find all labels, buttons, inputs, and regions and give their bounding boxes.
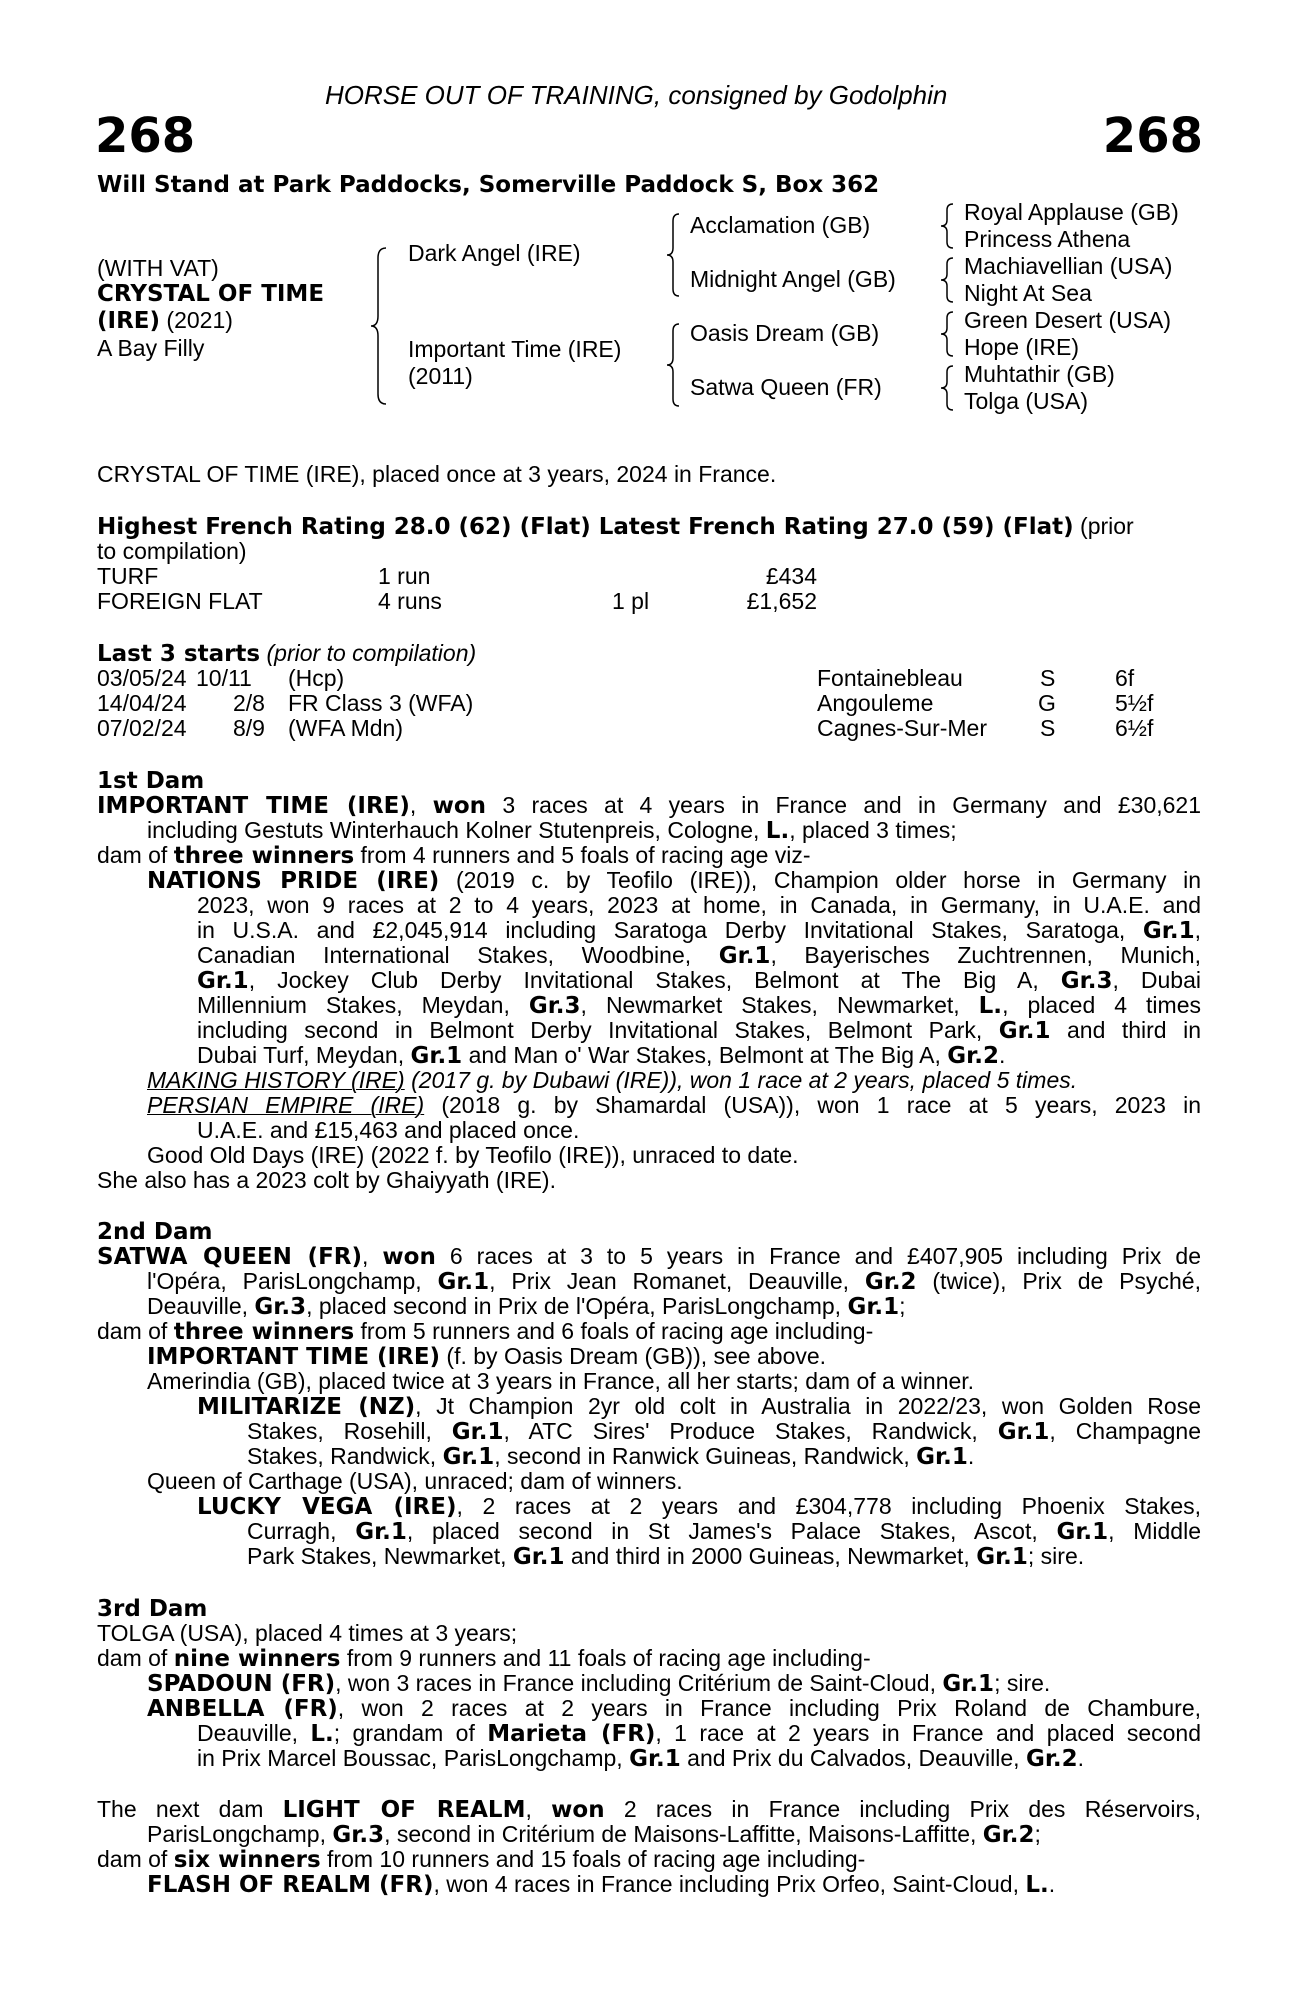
- third-dam-heading: 3rd Dam: [97, 1596, 208, 1622]
- grade-label: Gr.1: [629, 1746, 681, 1772]
- progeny-line: Queen of Carthage (USA), unraced; dam of winners.: [147, 1468, 683, 1494]
- granddam-4: Tolga (USA): [964, 388, 1088, 414]
- text-run: , Jt Champion 2yr old colt in Australia in 2022/23, won Golden Rose: [415, 1393, 1201, 1419]
- grade-label: L.: [310, 1721, 334, 1747]
- third-dam-line: TOLGA (USA), placed 4 times at 3 years;: [97, 1620, 518, 1646]
- text-run: dam of: [97, 1318, 174, 1344]
- text-run: .: [967, 1443, 975, 1469]
- progeny-line: [147, 1671, 1050, 1698]
- vat-note: (WITH VAT): [97, 255, 219, 281]
- text-run: , ATC Sires' Produce Stakes, Randwick,: [503, 1418, 998, 1444]
- progeny-line: [147, 868, 1201, 895]
- grade-label: Gr.3: [332, 1822, 385, 1848]
- text-run: Curragh,: [247, 1518, 356, 1544]
- start-race: (Hcp): [288, 665, 345, 691]
- text-run: , Middle: [1108, 1518, 1201, 1544]
- dam-year: (2011): [408, 363, 473, 389]
- text-run: Deauville,: [147, 1293, 255, 1319]
- progeny-name: Marieta (FR): [487, 1721, 656, 1747]
- text-run: The next dam: [97, 1796, 283, 1822]
- text-run: including second in Belmont Derby Invitational Stakes, Belmont Park,: [197, 1017, 999, 1043]
- text-run: ; grandam of: [333, 1720, 488, 1746]
- text-run: , Jockey Club Derby Invitational Stakes, Belmont at The Big A,: [248, 967, 1061, 993]
- grandsire-3: Green Desert (USA): [964, 307, 1172, 333]
- brace-g1: [940, 202, 956, 250]
- grade-label: Gr.1: [355, 1519, 407, 1545]
- text-run: , Dubai: [1112, 967, 1201, 993]
- grade-label: Gr.1: [451, 1419, 504, 1445]
- text-run: , Newmarket Stakes, Newmarket,: [580, 992, 979, 1018]
- grade-label: Gr.1: [410, 1043, 463, 1069]
- text-run: ;: [899, 1293, 906, 1319]
- sire: Dark Angel (IRE): [408, 240, 581, 266]
- first-dam-line: [147, 818, 957, 845]
- start-distance: 6f: [1115, 665, 1135, 691]
- progeny-line: [197, 1721, 1201, 1748]
- next-dam-line: [97, 1797, 1201, 1824]
- next-dam-name: LIGHT OF REALM: [282, 1797, 526, 1823]
- text-run: (f. by Oasis Dream (GB)), see above.: [440, 1343, 827, 1369]
- grade-label: Gr.2: [947, 1043, 999, 1069]
- text-run: in Prix Marcel Boussac, ParisLongchamp,: [197, 1745, 630, 1771]
- text-run: (2018 g. by Shamardal (USA)), won 1 race at 5 years, 2023 in: [424, 1092, 1201, 1118]
- consignor-line: HORSE OUT OF TRAINING, consigned by Godolphin: [325, 80, 948, 110]
- record-prize: £434: [765, 563, 817, 589]
- grade-label: Gr.3: [254, 1294, 307, 1320]
- third-dam-line: [97, 1646, 871, 1673]
- progeny-line: [197, 1494, 1201, 1521]
- progeny-line: [147, 1093, 1201, 1119]
- text-run: , second in Critérium de Maisons-Laffitte, Maisons-Laffitte,: [384, 1821, 983, 1847]
- start-race: FR Class 3 (WFA): [288, 690, 474, 716]
- text-run: (2019 c. by Teofilo (IRE)), Champion older horse in Germany in: [439, 867, 1202, 893]
- progeny-line: [247, 1519, 1201, 1546]
- text-run: , 2 races at 2 years and £304,778 including Phoenix Stakes,: [456, 1493, 1201, 1519]
- grade-label: L.: [1025, 1872, 1049, 1898]
- progeny-line: [247, 1419, 1201, 1446]
- text-run: ; sire.: [994, 1670, 1051, 1696]
- text-run: , 1 race at 2 years in France and placed second: [655, 1720, 1202, 1746]
- progeny-line: Amerindia (GB), placed twice at 3 years in France, all her starts; dam of a winner.: [147, 1368, 975, 1394]
- progeny-line: Good Old Days (IRE) (2022 f. by Teofilo (IRE)), unraced to date.: [147, 1142, 799, 1168]
- text-run: Millennium Stakes, Meydan,: [197, 992, 529, 1018]
- text-run: from 9 runners and 11 foals of racing age including-: [340, 1645, 871, 1671]
- grade-label: L.: [978, 993, 1003, 1019]
- dam-sire: Oasis Dream (GB): [690, 320, 880, 346]
- start-distance: 6½f: [1115, 715, 1154, 741]
- text-run: and third in 2000 Guineas, Newmarket,: [564, 1543, 977, 1569]
- progeny-line: [147, 1696, 1201, 1723]
- dam: Important Time (IRE): [408, 336, 622, 362]
- grade-label: Gr.1: [437, 1269, 490, 1295]
- ratings-line: [97, 514, 1134, 541]
- first-dam-name: IMPORTANT TIME (IRE): [97, 793, 410, 819]
- progeny-line: [197, 993, 1201, 1020]
- won-label: won: [382, 1244, 436, 1270]
- text-run: .: [1077, 1745, 1085, 1771]
- ratings-line2: to compilation): [97, 538, 247, 564]
- second-dam-line: SATWA QUEEN (FR), won 6 races at 3 to 5 years in France and £407,905 including Prix de: [97, 1243, 1201, 1270]
- grade-label: Gr.1: [998, 1018, 1051, 1044]
- text-run: ,: [525, 1796, 552, 1822]
- progeny-name: MAKING HISTORY (IRE): [147, 1067, 405, 1093]
- horse-suffix: (IRE): [97, 308, 161, 334]
- record-runs: 1 run: [378, 563, 431, 589]
- text-run: , placed 4 times: [1002, 992, 1201, 1018]
- text-run: from 4 runners and 5 foals of racing age viz-: [354, 842, 811, 868]
- text-run: Stakes, Rosehill,: [247, 1418, 452, 1444]
- granddam-2: Night At Sea: [964, 280, 1092, 306]
- progeny-line: [197, 968, 1201, 995]
- progeny-line: [247, 1444, 974, 1471]
- start-date: 14/04/24: [97, 690, 187, 716]
- text-run: , placed 3 times;: [789, 817, 957, 843]
- text-run: (2017 g. by Dubawi (IRE)), won 1 race at 2 years, placed 5 times.: [404, 1067, 1078, 1093]
- start-going: G: [1038, 690, 1056, 716]
- start-date: 03/05/24: [97, 665, 187, 691]
- text-run: Deauville,: [197, 1720, 311, 1746]
- second-dam-line: [147, 1294, 906, 1321]
- grade-label: Gr.1: [847, 1294, 900, 1320]
- start-course: Cagnes-Sur-Mer: [817, 715, 987, 741]
- record-prize: £1,652: [746, 588, 817, 614]
- dam-dam: Satwa Queen (FR): [690, 374, 882, 400]
- second-dam-heading: 2nd Dam: [97, 1219, 213, 1245]
- progeny-line: [197, 1394, 1201, 1421]
- text-run: ; sire.: [1027, 1543, 1085, 1569]
- text-run: dam of: [97, 842, 174, 868]
- progeny-line: U.A.E. and £15,463 and placed once.: [197, 1117, 580, 1143]
- progeny-line: [197, 918, 1201, 945]
- second-dam-name: SATWA QUEEN (FR): [97, 1244, 363, 1270]
- ratings-tail: (prior: [1073, 513, 1134, 539]
- brace-g3: [940, 310, 956, 358]
- grade-label: Gr.3: [1060, 968, 1113, 994]
- record-runs: 4 runs: [378, 588, 442, 614]
- start-course: Fontainebleau: [817, 665, 963, 691]
- grandsire-2: Machiavellian (USA): [964, 253, 1173, 279]
- progeny-name: SPADOUN (FR): [147, 1671, 336, 1697]
- text-run: Park Stakes, Newmarket,: [247, 1543, 513, 1569]
- text-run: , Bayerisches Zuchtrennen, Munich,: [770, 942, 1201, 968]
- won-label: won: [551, 1797, 605, 1823]
- grade-label: Gr.1: [997, 1419, 1050, 1445]
- grade-label: Gr.1: [718, 943, 771, 969]
- progeny-line: [197, 1018, 1201, 1045]
- winners-count: three winners: [173, 843, 355, 869]
- sire-sire: Acclamation (GB): [690, 212, 871, 238]
- progeny-line: [197, 1043, 1005, 1070]
- progeny-line: [197, 943, 1201, 970]
- progeny-name: MILITARIZE (NZ): [197, 1394, 416, 1420]
- text-run: from 10 runners and 15 foals of racing age including-: [320, 1846, 866, 1872]
- progeny-name: IMPORTANT TIME (IRE): [147, 1344, 441, 1370]
- record-placed: 1 pl: [612, 588, 650, 614]
- progeny-line: 2023, won 9 races at 2 to 4 years, 2023 at home, in Canada, in Germany, in U.A.E. and: [197, 892, 1201, 918]
- horse-description: A Bay Filly: [97, 335, 205, 361]
- grade-label: Gr.2: [864, 1269, 917, 1295]
- lot-number-right: 268: [1102, 108, 1203, 164]
- grade-label: Gr.1: [1142, 918, 1195, 944]
- first-dam-line: [97, 843, 811, 870]
- text-run: , Prix Jean Romanet, Deauville,: [489, 1268, 865, 1294]
- pedigree-brace-dam: [666, 322, 682, 408]
- text-run: dam of: [97, 1846, 174, 1872]
- text-run: (twice), Prix de Psyché,: [916, 1268, 1201, 1294]
- record-surface: TURF: [97, 563, 159, 589]
- text-run: , placed second in St James's Palace Stakes, Ascot,: [406, 1518, 1057, 1544]
- text-run: , Champagne: [1049, 1418, 1201, 1444]
- text-run: , won 3 races in France including Critérium de Saint-Cloud,: [335, 1670, 943, 1696]
- start-course: Angouleme: [817, 690, 934, 716]
- text-run: dam of: [97, 1645, 174, 1671]
- text-run: and third in: [1050, 1017, 1201, 1043]
- last-starts-note: (prior to compilation): [260, 640, 477, 666]
- brace-g4: [940, 364, 956, 412]
- text-run: Dubai Turf, Meydan,: [197, 1042, 411, 1068]
- race-summary: CRYSTAL OF TIME (IRE), placed once at 3 years, 2024 in France.: [97, 461, 777, 487]
- grandsire-1: Royal Applause (GB): [964, 199, 1179, 225]
- horse-year: (2021): [160, 307, 233, 333]
- text-run: Stakes, Randwick,: [247, 1443, 443, 1469]
- text-run: 3 races at 4 years in France and in Germany and £30,621: [486, 792, 1202, 818]
- text-run: , second in Ranwick Guineas, Randwick,: [494, 1443, 917, 1469]
- won-label: won: [432, 793, 487, 819]
- progeny-name: NATIONS PRIDE (IRE): [147, 868, 440, 894]
- second-dam-line: [147, 1269, 1201, 1296]
- progeny-name: ANBELLA (FR): [147, 1696, 338, 1722]
- grade-label: Gr.2: [1025, 1746, 1078, 1772]
- text-run: , won 2 races at 2 years in France including Prix Roland de Chambure,: [337, 1695, 1201, 1721]
- start-race: (WFA Mdn): [288, 715, 404, 741]
- text-run: ;: [1034, 1821, 1041, 1847]
- first-dam-note: She also has a 2023 colt by Ghaiyyath (IRE).: [97, 1167, 556, 1193]
- progeny-line: [247, 1544, 1084, 1571]
- winners-count: three winners: [173, 1319, 355, 1345]
- grade-label: Gr.1: [197, 968, 249, 994]
- pedigree-brace-sire: [666, 212, 682, 298]
- grade-label: Gr.1: [442, 1444, 495, 1470]
- grade-label: Gr.1: [976, 1544, 1028, 1570]
- text-run: , won 4 races in France including Prix Orfeo, Saint-Cloud,: [433, 1871, 1026, 1897]
- start-going: S: [1040, 715, 1056, 741]
- grandsire-4: Muhtathir (GB): [964, 361, 1115, 387]
- progeny-line: [147, 1872, 1055, 1899]
- progeny-line: [197, 1746, 1084, 1773]
- text-run: ,: [1194, 917, 1201, 943]
- horse-name-line2: [97, 308, 233, 335]
- horse-name: CRYSTAL OF TIME: [97, 281, 325, 307]
- grade-label: Gr.3: [528, 993, 581, 1019]
- text-run: l'Opéra, ParisLongchamp,: [147, 1268, 438, 1294]
- grade-label: Gr.1: [512, 1544, 565, 1570]
- text-run: , placed second in Prix de l'Opéra, ParisLongchamp,: [306, 1293, 848, 1319]
- winners-count: nine winners: [173, 1646, 341, 1672]
- text-run: 2 races in France including Prix des Réservoirs,: [604, 1796, 1201, 1822]
- text-run: from 5 runners and 6 foals of racing age including-: [354, 1318, 874, 1344]
- text-run: 6 races at 3 to 5 years in France and £407,905 including Prix de: [435, 1243, 1201, 1269]
- progeny-name: FLASH OF REALM (FR): [147, 1872, 434, 1898]
- grade-label: Gr.1: [1056, 1519, 1109, 1545]
- granddam-1: Princess Athena: [964, 226, 1131, 252]
- next-dam-line: [147, 1822, 1041, 1849]
- grade-label: L.: [765, 818, 790, 844]
- winners-count: six winners: [173, 1847, 321, 1873]
- start-position: 2/8: [233, 690, 265, 716]
- grade-label: Gr.2: [982, 1822, 1035, 1848]
- text-run: .: [1048, 1871, 1056, 1897]
- start-position: 8/9: [233, 715, 265, 741]
- first-dam-line: IMPORTANT TIME (IRE), won 3 races at 4 years in France and in Germany and £30,621: [97, 792, 1202, 819]
- text-run: and Man o' War Stakes, Belmont at The Big A,: [462, 1042, 948, 1068]
- text-run: Canadian International Stakes, Woodbine,: [197, 942, 719, 968]
- text-run: in U.S.A. and £2,045,914 including Saratoga Derby Invitational Stakes, Saratoga,: [197, 917, 1143, 943]
- granddam-3: Hope (IRE): [964, 334, 1080, 360]
- record-surface: FOREIGN FLAT: [97, 588, 263, 614]
- grade-label: Gr.1: [916, 1444, 968, 1470]
- text-run: including Gestuts Winterhauch Kolner Stutenpreis, Cologne,: [147, 817, 766, 843]
- text-run: ParisLongchamp,: [147, 1821, 333, 1847]
- last-starts-title: Last 3 starts: [97, 641, 261, 667]
- start-distance: 5½f: [1115, 690, 1154, 716]
- pedigree-brace-main: [370, 246, 390, 406]
- progeny-line: [147, 1344, 826, 1371]
- sire-dam: Midnight Angel (GB): [690, 266, 896, 292]
- stabling-info: Will Stand at Park Paddocks, Somerville Paddock S, Box 362: [97, 172, 880, 198]
- lot-number-left: 268: [95, 108, 196, 164]
- progeny-name: PERSIAN EMPIRE (IRE): [147, 1092, 425, 1118]
- progeny-line: [147, 1068, 1077, 1094]
- text-run: .: [998, 1042, 1006, 1068]
- last-starts-heading: [97, 641, 476, 668]
- start-position: 10/11: [196, 665, 252, 691]
- brace-g2: [940, 256, 956, 304]
- ratings-bold: Highest French Rating 28.0 (62) (Flat) Latest French Rating 27.0 (59) (Flat): [97, 514, 1074, 540]
- second-dam-line: [97, 1319, 873, 1346]
- progeny-name: LUCKY VEGA (IRE): [197, 1494, 457, 1520]
- start-date: 07/02/24: [97, 715, 187, 741]
- first-dam-heading: 1st Dam: [97, 768, 205, 794]
- grade-label: Gr.1: [942, 1671, 995, 1697]
- start-going: S: [1040, 665, 1056, 691]
- text-run: and Prix du Calvados, Deauville,: [680, 1745, 1026, 1771]
- next-dam-line: [97, 1847, 865, 1874]
